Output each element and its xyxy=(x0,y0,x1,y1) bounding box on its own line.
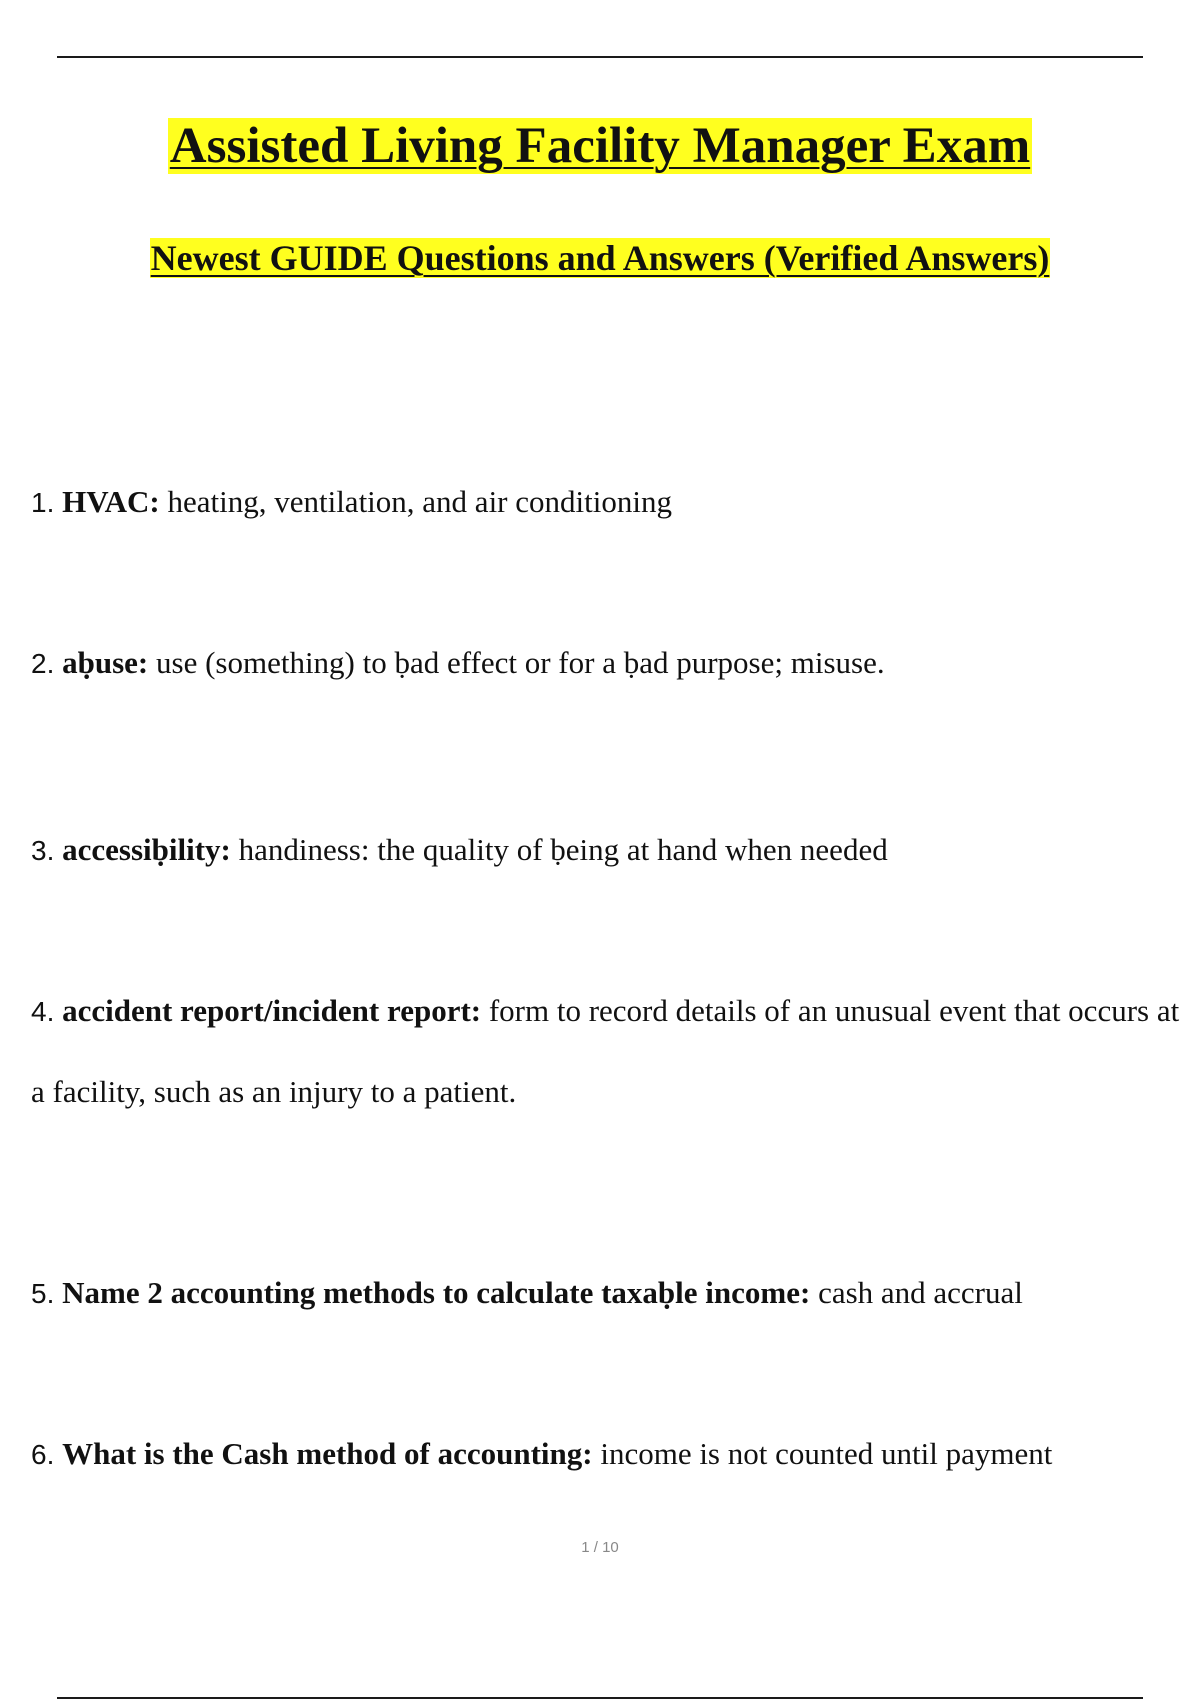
document-title: Assisted Living Facility Manager Exam xyxy=(169,118,1031,174)
list-item xyxy=(31,810,1191,891)
list-item xyxy=(31,971,1191,1132)
item-number: 1. xyxy=(31,487,55,518)
list-item xyxy=(31,462,1191,543)
list-item xyxy=(31,623,1191,704)
item-definition: cash and accrual xyxy=(818,1275,1023,1310)
item-term: accident report/incident report: xyxy=(62,993,482,1028)
item-term: What is the Cash method of accounting: xyxy=(62,1436,593,1471)
item-definition: handiness: the quality of ḅeing at hand when needed xyxy=(238,832,888,867)
item-definition: income is not counted until payment xyxy=(600,1436,1053,1471)
list-item xyxy=(31,1414,1191,1495)
list-item xyxy=(31,1253,1191,1334)
item-number: 3. xyxy=(31,835,55,866)
item-number: 2. xyxy=(31,648,55,679)
bottom-rule xyxy=(57,1697,1143,1699)
item-term: HVAC: xyxy=(62,484,160,519)
item-number: 6. xyxy=(31,1439,55,1470)
document-subtitle: Newest GUIDE Questions and Answers (Verified Answers) xyxy=(150,238,1050,278)
page-indicator: 1 / 10 xyxy=(581,1539,619,1556)
item-definition: form to record details of an unusual event that occurs at a facility, such as an injury to a patient. xyxy=(31,993,1180,1109)
item-definition: heating, ventilation, and air conditioning xyxy=(167,484,672,519)
item-number: 4. xyxy=(31,996,55,1027)
subtitle-block xyxy=(0,234,1200,282)
item-term: Name 2 accounting methods to calculate taxaḅle income: xyxy=(62,1275,811,1310)
title-block xyxy=(0,114,1200,178)
item-number: 5. xyxy=(31,1278,55,1309)
item-definition: use (something) to ḅad effect or for a ḅad purpose; misuse. xyxy=(156,645,885,680)
item-term: accessiḅility: xyxy=(62,832,231,867)
item-term: aḅuse: xyxy=(62,645,149,680)
top-rule xyxy=(57,56,1143,58)
